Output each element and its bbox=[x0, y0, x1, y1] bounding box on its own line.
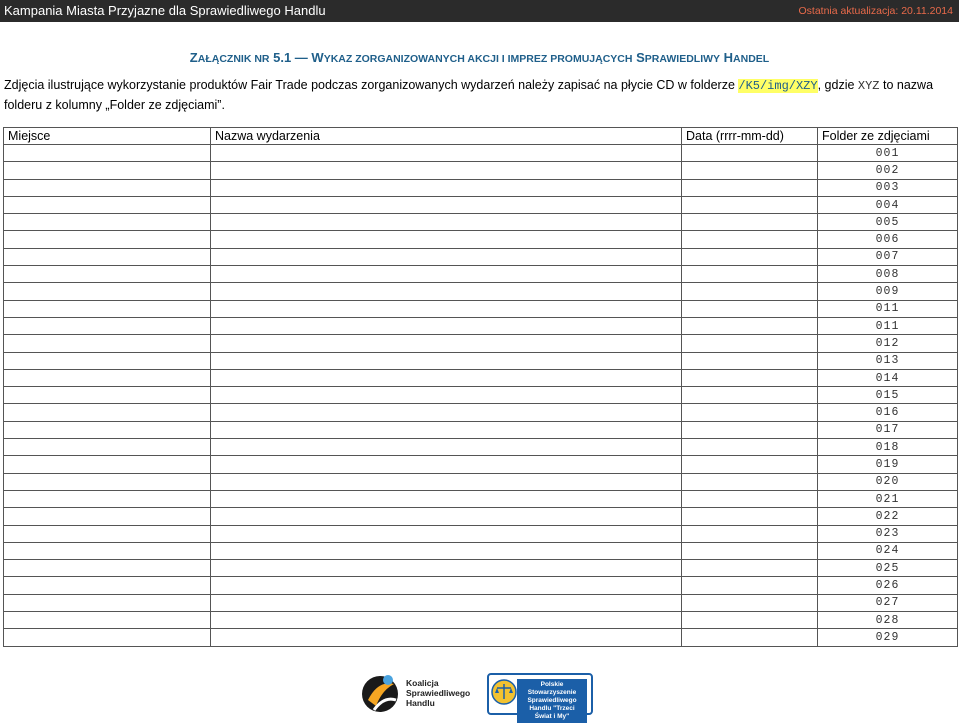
table-row bbox=[4, 508, 958, 525]
table-row bbox=[4, 300, 958, 317]
cell-date[interactable] bbox=[682, 577, 818, 594]
cell-event-name[interactable] bbox=[211, 560, 682, 577]
cell-photo-folder: 024 bbox=[818, 542, 958, 559]
cell-date[interactable] bbox=[682, 231, 818, 248]
cell-place[interactable] bbox=[4, 473, 211, 490]
last-updated: Ostatnia aktualizacja: 20.11.2014 bbox=[798, 5, 953, 17]
cell-place[interactable] bbox=[4, 404, 211, 421]
cell-photo-folder: 021 bbox=[818, 490, 958, 507]
table-row bbox=[4, 335, 958, 352]
cell-place[interactable] bbox=[4, 525, 211, 542]
pssh-logo bbox=[487, 673, 591, 720]
cell-event-name[interactable] bbox=[211, 266, 682, 283]
table-row bbox=[4, 352, 958, 369]
title-number: 5.1 — W bbox=[269, 50, 324, 65]
title-s: S bbox=[632, 50, 645, 65]
cell-event-name[interactable] bbox=[211, 335, 682, 352]
table-row bbox=[4, 490, 958, 507]
table-row bbox=[4, 421, 958, 438]
table-row bbox=[4, 179, 958, 196]
cell-event-name[interactable] bbox=[211, 490, 682, 507]
title-part1: AŁĄCZNIK NR bbox=[197, 53, 270, 65]
events-table bbox=[3, 127, 958, 647]
pssh-label: Polskie Stowarzyszenie Sprawiedliwego Handlu "Trzeci Świat i My" bbox=[517, 679, 587, 723]
table-row bbox=[4, 283, 958, 300]
table-row bbox=[4, 248, 958, 265]
cell-place[interactable] bbox=[4, 162, 211, 179]
title-h: H bbox=[720, 50, 734, 65]
xyz-code: XYZ bbox=[857, 79, 880, 93]
cell-photo-folder: 014 bbox=[818, 369, 958, 386]
table-row bbox=[4, 560, 958, 577]
cell-event-name[interactable] bbox=[211, 525, 682, 542]
cell-date[interactable] bbox=[682, 145, 818, 162]
cell-place[interactable] bbox=[4, 490, 211, 507]
cell-date[interactable] bbox=[682, 352, 818, 369]
intro-text-1: Zdjęcia ilustrujące wykorzystanie produktów Fair Trade podczas zorganizowanych wydarzeń należy zapisać na płycie CD w folderze bbox=[4, 78, 739, 92]
cell-photo-folder: 006 bbox=[818, 231, 958, 248]
table-row bbox=[4, 456, 958, 473]
column-header-event-name: Nazwa wydarzenia bbox=[211, 128, 682, 145]
cell-photo-folder: 028 bbox=[818, 612, 958, 629]
cell-event-name[interactable] bbox=[211, 317, 682, 334]
cell-photo-folder: 007 bbox=[818, 248, 958, 265]
cell-event-name[interactable] bbox=[211, 508, 682, 525]
table-row bbox=[4, 231, 958, 248]
intro-paragraph bbox=[4, 76, 954, 115]
cell-event-name[interactable] bbox=[211, 439, 682, 456]
cell-photo-folder: 017 bbox=[818, 421, 958, 438]
cell-place[interactable] bbox=[4, 421, 211, 438]
cell-date[interactable] bbox=[682, 490, 818, 507]
cell-photo-folder: 022 bbox=[818, 508, 958, 525]
cell-place[interactable] bbox=[4, 196, 211, 213]
cell-photo-folder: 016 bbox=[818, 404, 958, 421]
cell-place[interactable] bbox=[4, 283, 211, 300]
table-row bbox=[4, 629, 958, 646]
cell-event-name[interactable] bbox=[211, 300, 682, 317]
cell-place[interactable] bbox=[4, 369, 211, 386]
cell-date[interactable] bbox=[682, 612, 818, 629]
koalicja-emblem-icon bbox=[360, 670, 404, 714]
cell-date[interactable] bbox=[682, 542, 818, 559]
table-header-row bbox=[4, 128, 958, 145]
cell-place[interactable] bbox=[4, 612, 211, 629]
cell-place[interactable] bbox=[4, 317, 211, 334]
title-prefix: Z bbox=[189, 50, 198, 65]
cell-event-name[interactable] bbox=[211, 352, 682, 369]
cell-date[interactable] bbox=[682, 421, 818, 438]
table-row bbox=[4, 473, 958, 490]
top-bar bbox=[0, 0, 959, 22]
cell-place[interactable] bbox=[4, 145, 211, 162]
cell-place[interactable] bbox=[4, 352, 211, 369]
cell-date[interactable] bbox=[682, 508, 818, 525]
cell-photo-folder: 004 bbox=[818, 196, 958, 213]
cell-photo-folder: 009 bbox=[818, 283, 958, 300]
table-row bbox=[4, 404, 958, 421]
cell-event-name[interactable] bbox=[211, 162, 682, 179]
cell-photo-folder: 013 bbox=[818, 352, 958, 369]
cell-photo-folder: 002 bbox=[818, 162, 958, 179]
cell-place[interactable] bbox=[4, 542, 211, 559]
cell-date[interactable] bbox=[682, 162, 818, 179]
cell-date[interactable] bbox=[682, 266, 818, 283]
column-header-place: Miejsce bbox=[4, 128, 211, 145]
koalicja-logo bbox=[360, 670, 470, 716]
table-row bbox=[4, 577, 958, 594]
cell-date[interactable] bbox=[682, 404, 818, 421]
table-row bbox=[4, 594, 958, 611]
page-title bbox=[0, 50, 959, 65]
cell-date[interactable] bbox=[682, 594, 818, 611]
cell-event-name[interactable] bbox=[211, 145, 682, 162]
cell-place[interactable] bbox=[4, 214, 211, 231]
cell-place[interactable] bbox=[4, 179, 211, 196]
cell-event-name[interactable] bbox=[211, 283, 682, 300]
cell-place[interactable] bbox=[4, 577, 211, 594]
cell-event-name[interactable] bbox=[211, 404, 682, 421]
koalicja-label: Koalicja Sprawiedliwego Handlu bbox=[406, 678, 471, 708]
cell-place[interactable] bbox=[4, 231, 211, 248]
cell-place[interactable] bbox=[4, 387, 211, 404]
cell-event-name[interactable] bbox=[211, 629, 682, 646]
cell-place[interactable] bbox=[4, 594, 211, 611]
cell-event-name[interactable] bbox=[211, 421, 682, 438]
intro-text-3: to nazwa folderu z kolumny „Folder ze zdjęciami”. bbox=[4, 78, 934, 112]
table-row bbox=[4, 162, 958, 179]
cell-place[interactable] bbox=[4, 335, 211, 352]
table-row bbox=[4, 439, 958, 456]
table-row bbox=[4, 525, 958, 542]
cell-photo-folder: 005 bbox=[818, 214, 958, 231]
cell-event-name[interactable] bbox=[211, 456, 682, 473]
cell-place[interactable] bbox=[4, 300, 211, 317]
cell-date[interactable] bbox=[682, 300, 818, 317]
table-row bbox=[4, 387, 958, 404]
table-row bbox=[4, 145, 958, 162]
cell-photo-folder: 011 bbox=[818, 300, 958, 317]
cell-photo-folder: 019 bbox=[818, 456, 958, 473]
column-header-date: Data (rrrr-mm-dd) bbox=[682, 128, 818, 145]
cell-event-name[interactable] bbox=[211, 179, 682, 196]
cell-date[interactable] bbox=[682, 629, 818, 646]
table-row bbox=[4, 317, 958, 334]
table-row bbox=[4, 542, 958, 559]
cell-event-name[interactable] bbox=[211, 473, 682, 490]
campaign-name: Kampania Miasta Przyjazne dla Sprawiedliwego Handlu bbox=[4, 3, 326, 18]
cell-photo-folder: 008 bbox=[818, 266, 958, 283]
cell-date[interactable] bbox=[682, 439, 818, 456]
cell-date[interactable] bbox=[682, 214, 818, 231]
cell-date[interactable] bbox=[682, 196, 818, 213]
cell-event-name[interactable] bbox=[211, 612, 682, 629]
cell-photo-folder: 003 bbox=[818, 179, 958, 196]
cell-date[interactable] bbox=[682, 387, 818, 404]
cell-date[interactable] bbox=[682, 560, 818, 577]
cell-photo-folder: 029 bbox=[818, 629, 958, 646]
table-row bbox=[4, 266, 958, 283]
column-header-photo-folder: Folder ze zdjęciami bbox=[818, 128, 958, 145]
cell-event-name[interactable] bbox=[211, 594, 682, 611]
cell-place[interactable] bbox=[4, 266, 211, 283]
cell-place[interactable] bbox=[4, 560, 211, 577]
cell-event-name[interactable] bbox=[211, 196, 682, 213]
cell-date[interactable] bbox=[682, 473, 818, 490]
cell-date[interactable] bbox=[682, 525, 818, 542]
title-part3: PRAWIEDLIWY bbox=[644, 53, 721, 65]
cell-date[interactable] bbox=[682, 335, 818, 352]
cell-photo-folder: 015 bbox=[818, 387, 958, 404]
cell-date[interactable] bbox=[682, 248, 818, 265]
cell-event-name[interactable] bbox=[211, 577, 682, 594]
cell-event-name[interactable] bbox=[211, 248, 682, 265]
cell-event-name[interactable] bbox=[211, 369, 682, 386]
cell-photo-folder: 027 bbox=[818, 594, 958, 611]
cell-place[interactable] bbox=[4, 508, 211, 525]
table-row bbox=[4, 214, 958, 231]
scales-icon bbox=[491, 679, 517, 705]
cell-photo-folder: 025 bbox=[818, 560, 958, 577]
cell-place[interactable] bbox=[4, 439, 211, 456]
cell-place[interactable] bbox=[4, 456, 211, 473]
cell-event-name[interactable] bbox=[211, 387, 682, 404]
folder-path: /K5/img/XZY bbox=[738, 79, 818, 93]
cell-place[interactable] bbox=[4, 248, 211, 265]
table-row bbox=[4, 369, 958, 386]
cell-event-name[interactable] bbox=[211, 231, 682, 248]
intro-text-2: , gdzie bbox=[817, 78, 858, 92]
cell-photo-folder: 012 bbox=[818, 335, 958, 352]
title-part2: YKAZ ZORGANIZOWANYCH AKCJI I IMPREZ PROMUJĄCYCH bbox=[323, 53, 633, 65]
cell-photo-folder: 001 bbox=[818, 145, 958, 162]
cell-photo-folder: 026 bbox=[818, 577, 958, 594]
cell-event-name[interactable] bbox=[211, 542, 682, 559]
table-row bbox=[4, 196, 958, 213]
cell-photo-folder: 023 bbox=[818, 525, 958, 542]
table-row bbox=[4, 612, 958, 629]
cell-photo-folder: 018 bbox=[818, 439, 958, 456]
cell-date[interactable] bbox=[682, 317, 818, 334]
cell-photo-folder: 020 bbox=[818, 473, 958, 490]
cell-date[interactable] bbox=[682, 369, 818, 386]
cell-date[interactable] bbox=[682, 179, 818, 196]
cell-date[interactable] bbox=[682, 456, 818, 473]
title-part4: ANDEL bbox=[733, 53, 770, 65]
cell-date[interactable] bbox=[682, 283, 818, 300]
cell-event-name[interactable] bbox=[211, 214, 682, 231]
cell-place[interactable] bbox=[4, 629, 211, 646]
cell-photo-folder: 011 bbox=[818, 317, 958, 334]
